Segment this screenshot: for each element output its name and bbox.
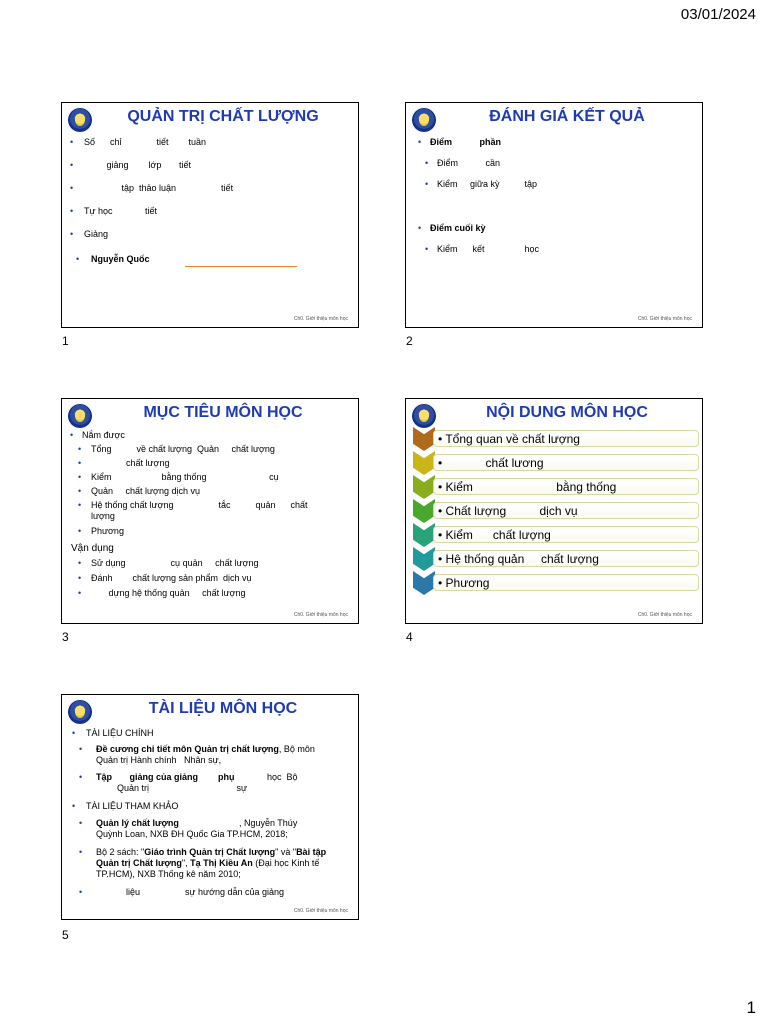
agenda-item-label: chất lương: [445, 456, 544, 470]
slide-line: Điểm phần: [430, 137, 502, 147]
reference-line: liệu sự hướng dẫn của giảng: [96, 887, 285, 897]
slide-line: Phương: [91, 526, 124, 536]
slide-number: 1: [62, 334, 69, 348]
slide-line: Quản chất lượng dịch vụ: [91, 486, 200, 496]
slide-line: Số chỉ tiết tuần: [84, 137, 207, 147]
slide-line: Kiểm bằng thống cụ: [91, 472, 279, 482]
agenda-item: • Tổng quan về chất lượng: [433, 430, 699, 447]
agenda-item-label: Kiểm chất lượng: [445, 528, 551, 542]
slide-line: dựng hệ thống quản chất lượng: [91, 588, 246, 598]
reference-line: Đề cương chi tiết môn Quản trị chất lượng, Bộ môn: [96, 744, 315, 754]
university-logo-icon: [68, 700, 92, 724]
agenda-item: • Kiểm chất lượng: [433, 526, 699, 543]
slide-title: NỘI DUNG MÔN HỌC: [486, 404, 648, 421]
slide-footer: Ch0. Giới thiệu môn học: [293, 908, 348, 914]
slide-line: Nắm được: [82, 430, 125, 440]
slide-footer: Ch0. Giới thiệu môn học: [637, 316, 692, 322]
slide-line: chất lượng: [91, 458, 170, 468]
university-logo-icon: [68, 404, 92, 428]
agenda-item-label: Chất lượng dịch vụ: [445, 504, 578, 518]
print-date: 03/01/2024: [680, 6, 756, 23]
slide-line: Giảng: [84, 229, 109, 239]
reference-line: Quản trị sự: [117, 783, 248, 793]
slide-line: Đánh chất lượng sản phẩm dịch vụ: [91, 573, 252, 583]
slide-number: 2: [406, 334, 413, 348]
slide-2: ĐÁNH GIÁ KẾT QUẢ • Điểm phần • Điểm cần • Kiểm giữa kỳ tập • Điểm cuối kỳ • Kiểm kết học Ch0. Giới thiệu môn học: [405, 102, 703, 328]
slide-title: QUẢN TRỊ CHẤT LƯỢNG: [127, 108, 319, 125]
agenda-item-label: Hệ thống quản chất lượng: [445, 552, 599, 566]
slide-line: Điểm cuối kỳ: [430, 223, 486, 233]
slide-footer: Ch0. Giới thiệu môn học: [637, 612, 692, 618]
divider: [185, 266, 297, 267]
slide-line: Kiểm kết học: [437, 244, 540, 254]
slide-number: 5: [62, 928, 69, 942]
slide-number: 3: [62, 630, 69, 644]
slide-title: TÀI LIỆU MÔN HỌC: [148, 700, 298, 717]
slide-footer: Ch0. Giới thiệu môn học: [293, 612, 348, 618]
agenda-chevron-icon: [413, 451, 435, 475]
slide-line: Hệ thống chất lượng tắc quản chất: [91, 500, 308, 510]
agenda-chevron-icon: [413, 499, 435, 523]
reference-line: Tập giảng của giảng phụ học Bộ: [96, 772, 298, 782]
section-heading: TÀI LIỆU CHÍNH: [86, 728, 154, 738]
slide-4: [405, 398, 703, 624]
agenda-item-label: Tổng quan về chất lượng: [445, 432, 580, 446]
slide-footer: Ch0. Giới thiệu môn học: [293, 316, 348, 322]
university-logo-icon: [412, 404, 436, 428]
university-logo-icon: [68, 108, 92, 132]
agenda-chevron-icon: [413, 571, 435, 595]
slide-line: tập thảo luận tiết: [84, 183, 234, 193]
agenda-chevron-icon: [413, 547, 435, 571]
reference-line: TP.HCM), NXB Thống kê năm 2010;: [96, 869, 241, 879]
reference-line: Quản trị Hành chính Nhân sự,: [96, 755, 222, 765]
slide-number: 4: [406, 630, 413, 644]
slide-1: QUẢN TRỊ CHẤT LƯỢNG • Số chỉ tiết tuần • giảng lớp tiết • tập thảo luận tiết • Tự học tiết • Giảng • Nguyễn Quốc Ch0. Giới thiệu môn học: [61, 102, 359, 328]
agenda-item: • Phương: [433, 574, 699, 591]
reference-line: Quỳnh Loan, NXB ĐH Quốc Gia TP.HCM, 2018;: [96, 829, 288, 839]
slide-line: Sử dụng cụ quản chất lượng: [91, 558, 259, 568]
agenda-item: • Chất lượng dịch vụ: [433, 502, 699, 519]
reference-line: Quản trị Chất lượng", Tạ Thị Kiều An (Đại học Kinh tế: [96, 858, 320, 868]
slide-line: Tổng về chất lượng Quản chất lượng: [91, 444, 275, 454]
agenda-item: • Hệ thống quản chất lượng: [433, 550, 699, 567]
agenda-chevron-icon: [413, 427, 435, 451]
reference-line: Quản lý chất lượng , Nguyễn Thúy: [96, 818, 298, 828]
slide-line: Kiểm giữa kỳ tập: [437, 179, 538, 189]
agenda-chevron-icon: [413, 475, 435, 499]
page-number: 1: [746, 998, 756, 1017]
slide-line: Tự học tiết: [84, 206, 158, 216]
university-logo-icon: [412, 108, 436, 132]
slide-line: Nguyễn Quốc: [91, 254, 150, 264]
slide-title: MỤC TIÊU MÔN HỌC: [143, 404, 303, 421]
agenda-chevron-icon: [413, 523, 435, 547]
slide-5: TÀI LIỆU MÔN HỌC • TÀI LIỆU CHÍNH • Đề cương chi tiết môn Quản trị chất lượng, Bộ môn Quản trị Hành chính Nhân sự, • Tập giảng của giảng phụ học Bộ Quản trị sự • TÀI LIỆU THAM KHẢO • Quản lý chất lượng , Nguyễn Thúy Quỳnh Loan, NXB ĐH Quốc Gia TP.HCM, 2018; • Bộ 2 sách: "Giáo trình Quản trị Chất lượng" và "Bài tập Quản trị Chất lượng", Tạ Thị Kiều An (Đại học Kinh tế TP.HCM), NXB Thống kê năm 2010; • liệu sự hướng dẫn của giảng Ch0. Giới thiệu môn học: [61, 694, 359, 920]
reference-line: Bộ 2 sách: "Giáo trình Quản trị Chất lượng" và "Bài tập: [96, 847, 327, 857]
slide-line: giảng lớp tiết: [84, 160, 191, 170]
slide-line: lượng: [91, 511, 115, 521]
agenda-item-label: Phương: [445, 576, 490, 590]
slide-line: Vận dụng: [71, 543, 114, 554]
agenda-item-label: Kiểm bằng thống: [445, 480, 617, 494]
agenda-item: • chất lương: [433, 454, 699, 471]
slide-3: MỤC TIÊU MÔN HỌC • Nắm được • Tổng về chất lượng Quản chất lượng • chất lượng • Kiểm bằng thống cụ • Quản chất lượng dịch vụ • Hệ thống chất lượng tắc quản chất lượng • Phương Vận dụng • Sử dụng cụ quản chất lượng • Đánh chất lượng sản phẩm dịch vụ • dựng hệ thống quản chất lượng Ch0. Giới thiệu môn học: [61, 398, 359, 624]
section-heading: TÀI LIỆU THAM KHẢO: [86, 801, 179, 811]
slide-line: Điểm cần: [437, 158, 501, 168]
agenda-item: • Kiểm bằng thống: [433, 478, 699, 495]
slide-title: ĐÁNH GIÁ KẾT QUẢ: [489, 108, 645, 125]
